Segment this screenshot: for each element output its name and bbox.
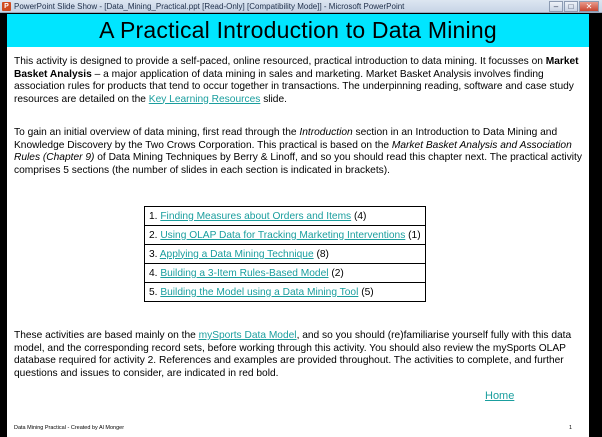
overview-text-2: section in an Introduction to Data Mining and Knowledge Discovery by the Two Crows Corporation. This practical is based on the	[14, 127, 558, 151]
table-row	[145, 207, 426, 226]
activity-link-2[interactable]: Using OLAP Data for Tracking Marketing Interventions	[160, 229, 406, 241]
activity-cell-2	[145, 226, 426, 245]
window-titlebar	[0, 0, 602, 13]
activity-cell-3	[145, 245, 426, 264]
slide-footer: Data Mining Practical - Created by Al Monger	[14, 425, 125, 431]
activity-number: 3.	[149, 248, 160, 260]
activity-number: 2.	[149, 229, 161, 241]
intro-paragraph	[14, 56, 584, 106]
slide-title: A Practical Introduction to Data Mining	[99, 17, 497, 43]
key-learning-resources-link[interactable]: Key Learning Resources	[148, 93, 261, 105]
activity-count: (2)	[328, 267, 344, 279]
slide-canvas[interactable]	[7, 14, 589, 437]
activity-link-3[interactable]: Applying a Data Mining Technique	[159, 248, 314, 260]
activity-cell-1	[145, 207, 426, 226]
overview-paragraph	[14, 127, 584, 177]
table-row	[145, 264, 426, 283]
overview-text-3: of Data Mining Techniques by Berry & Linoff, and so you should read this chapter next. The practical activity comprises 5 sections (the number of slides in each section is indicated in brackets).	[14, 152, 582, 176]
activity-number: 1.	[149, 210, 161, 222]
window-title: PowerPoint Slide Show - [Data_Mining_Practical.ppt [Read-Only] [Compatibility Mode]] - Microsoft PowerPoint	[14, 1, 405, 11]
close-button[interactable]: ✕	[579, 1, 599, 12]
activity-number: 5.	[149, 286, 161, 298]
activity-link-4[interactable]: Building a 3-Item Rules-Based Model	[160, 267, 329, 279]
mysports-data-model-link[interactable]: mySports Data Model	[198, 330, 297, 341]
closing-paragraph	[14, 330, 584, 380]
activity-number: 4.	[149, 267, 161, 279]
activity-cell-4	[145, 264, 426, 283]
activity-count: (4)	[351, 210, 367, 222]
activity-count: (1)	[405, 229, 421, 241]
closing-text-2: , and so you should (re)familiarise yourself fully with this data model, and the corresponding record sets, before working through this activity. You should also review the mySports OLAP database required for activity 2. References and examples are provided throughout. The activities to complete, and further questions and issues to consider, are indicated in red bold.	[14, 330, 572, 379]
intro-text-3: slide.	[260, 93, 287, 105]
intro-text-1: This activity is designed to provide a self-paced, online resourced, practical introduction to data mining. It focusses on	[14, 56, 546, 67]
slideshow-right-margin	[589, 14, 602, 437]
intro-text-2: – a major application of data mining in sales and marketing. Market Basket Analysis involves finding association rules for products that tend to occur together in transactions. The underpinning reading, software and case study resources are detailed on the	[14, 68, 574, 105]
powerpoint-app-icon: P	[2, 2, 11, 11]
activity-count: (8)	[313, 248, 329, 260]
activity-link-1[interactable]: Finding Measures about Orders and Items	[160, 210, 352, 222]
home-link[interactable]: Home	[485, 390, 515, 402]
market-basket-analysis-bold: Market Basket Analysis	[14, 56, 579, 80]
window-controls	[548, 1, 599, 12]
minimize-button[interactable]: –	[549, 1, 563, 12]
slideshow-left-margin	[0, 14, 7, 437]
slide-number: 1	[569, 425, 573, 431]
chapter-9-italic: Market Basket Analysis and Association Rules (Chapter 9)	[14, 139, 572, 163]
activity-link-5[interactable]: Building the Model using a Data Mining Tool	[160, 286, 359, 298]
activity-cell-5	[145, 283, 426, 302]
overview-text-1: To gain an initial overview of data mining, first read through the	[14, 127, 300, 138]
table-row	[145, 226, 426, 245]
activity-sections-table	[144, 206, 426, 302]
activity-count: (5)	[358, 286, 374, 298]
introduction-italic: Introduction	[299, 127, 353, 138]
table-row	[145, 283, 426, 302]
maximize-button[interactable]: □	[564, 1, 578, 12]
table-row	[145, 245, 426, 264]
closing-text-1: These activities are based mainly on the	[14, 330, 199, 341]
